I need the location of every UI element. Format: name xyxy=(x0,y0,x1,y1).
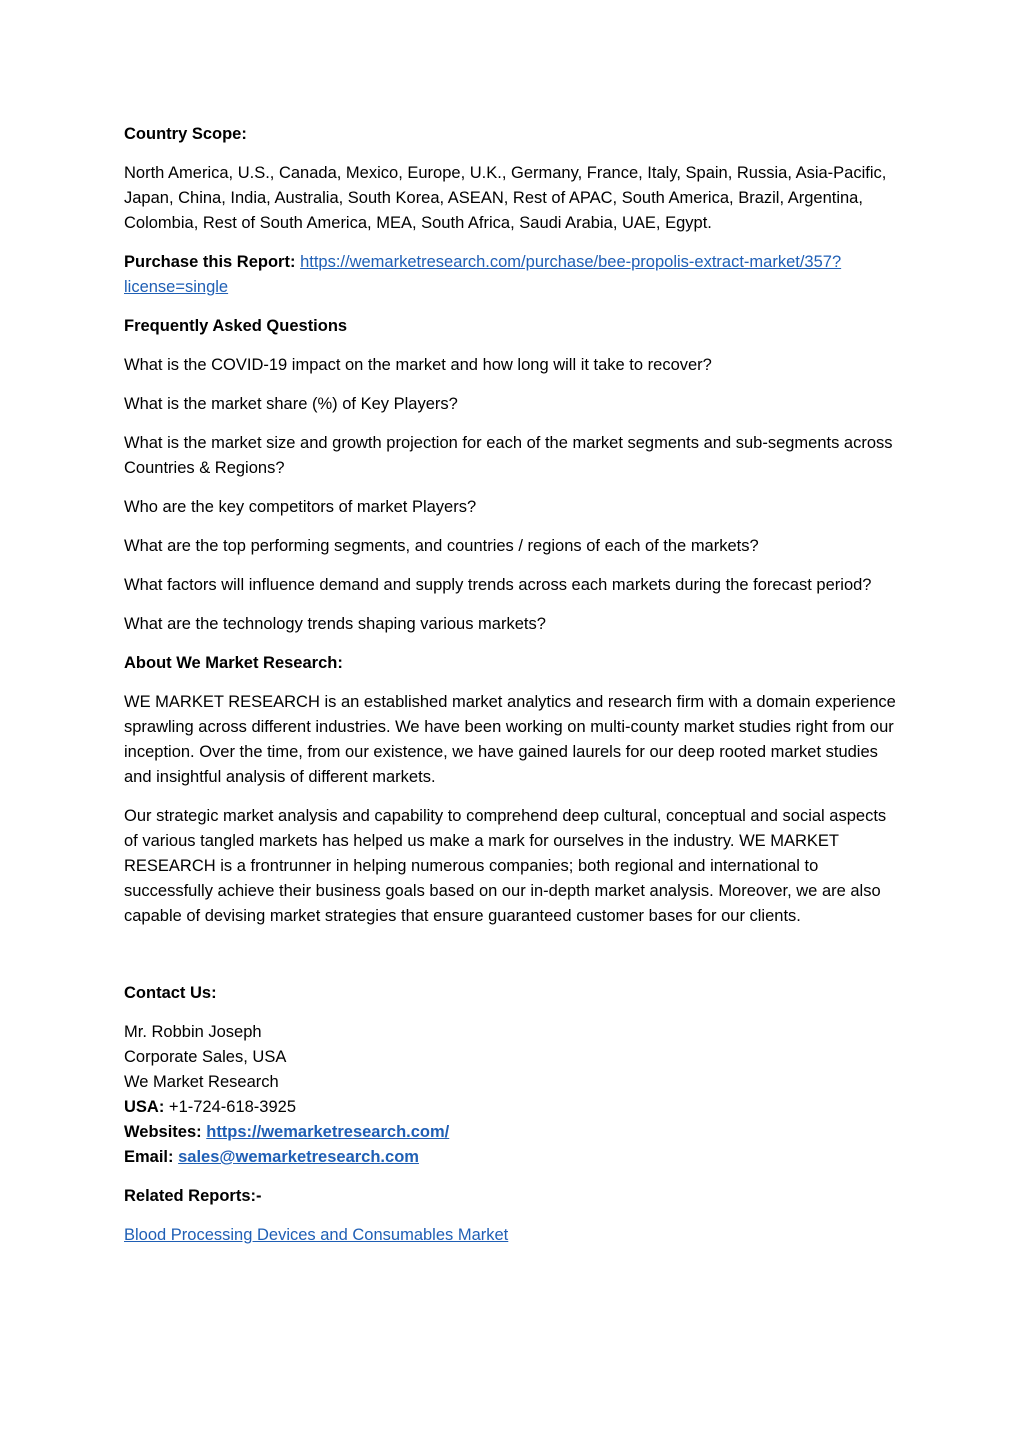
faq-heading: Frequently Asked Questions xyxy=(124,317,348,335)
email-link[interactable]: sales@wemarketresearch.com xyxy=(178,1148,419,1166)
faq-question: What is the market size and growth projection for each of the market segments and sub-segments across Countries & Regions? xyxy=(124,434,893,477)
contact-name: Mr. Robbin Joseph xyxy=(124,1023,262,1041)
website-link[interactable]: https://wemarketresearch.com/ xyxy=(206,1123,450,1141)
faq-question: What factors will influence demand and supply trends across each markets during the forecast period? xyxy=(124,576,872,594)
country-scope-heading: Country Scope: xyxy=(124,125,247,143)
contact-heading: Contact Us: xyxy=(124,984,217,1002)
related-item xyxy=(124,1223,904,1248)
related-heading: Related Reports:- xyxy=(124,1187,262,1205)
faq-question: What are the technology trends shaping various markets? xyxy=(124,615,546,633)
country-scope-text: North America, U.S., Canada, Mexico, Europe, U.K., Germany, France, Italy, Spain, Russia, Asia-Pacific, Japan, China, India, Australia, South Korea, ASEAN, Rest of APAC, South America, Brazil, Argentina, Colombia, Rest of South America, MEA, South Africa, Saudi Arabia, UAE, Egypt. xyxy=(124,164,887,232)
website-label: Websites: xyxy=(124,1123,202,1141)
about-heading: About We Market Research: xyxy=(124,654,343,672)
related-report-link[interactable]: Blood Processing Devices and Consumables Market xyxy=(124,1226,509,1244)
purchase-label: Purchase this Report: xyxy=(124,253,296,271)
document-page xyxy=(124,122,904,1262)
about-paragraph: Our strategic market analysis and capability to comprehend deep cultural, conceptual and social aspects of various tangled markets has helped us make a mark for ourselves in the industry. WE MARKET RESEARCH is a frontrunner in helping numerous companies; both regional and international to successfully achieve their business goals based on our in-depth market analysis. Moreover, we are also capable of devising market strategies that ensure guaranteed customer bases for our clients. xyxy=(124,807,887,925)
phone-number: +1-724-618-3925 xyxy=(164,1098,296,1116)
email-label: Email: xyxy=(124,1148,174,1166)
about-paragraph: WE MARKET RESEARCH is an established market analytics and research firm with a domain experience sprawling across different industries. We have been working on multi-county market studies right from our inception. Over the time, from our existence, we have gained laurels for our deep rooted market studies and insightful analysis of different markets. xyxy=(124,693,896,786)
faq-question: What are the top performing segments, and countries / regions of each of the markets? xyxy=(124,537,759,555)
faq-question: What is the market share (%) of Key Players? xyxy=(124,395,458,413)
contact-phone-line xyxy=(124,1095,904,1120)
faq-question: What is the COVID-19 impact on the market and how long will it take to recover? xyxy=(124,356,712,374)
contact-role: Corporate Sales, USA xyxy=(124,1048,287,1066)
contact-website-line xyxy=(124,1120,904,1145)
purchase-link[interactable]: https://wemarketresearch.com/purchase/bee-propolis-extract-market/357?license=single xyxy=(124,253,842,296)
contact-email-line xyxy=(124,1145,904,1170)
contact-block xyxy=(124,1020,904,1170)
phone-label: USA: xyxy=(124,1098,165,1116)
purchase-line xyxy=(124,250,904,300)
contact-company: We Market Research xyxy=(124,1073,279,1091)
faq-question: Who are the key competitors of market Players? xyxy=(124,498,477,516)
spacer xyxy=(124,943,904,981)
